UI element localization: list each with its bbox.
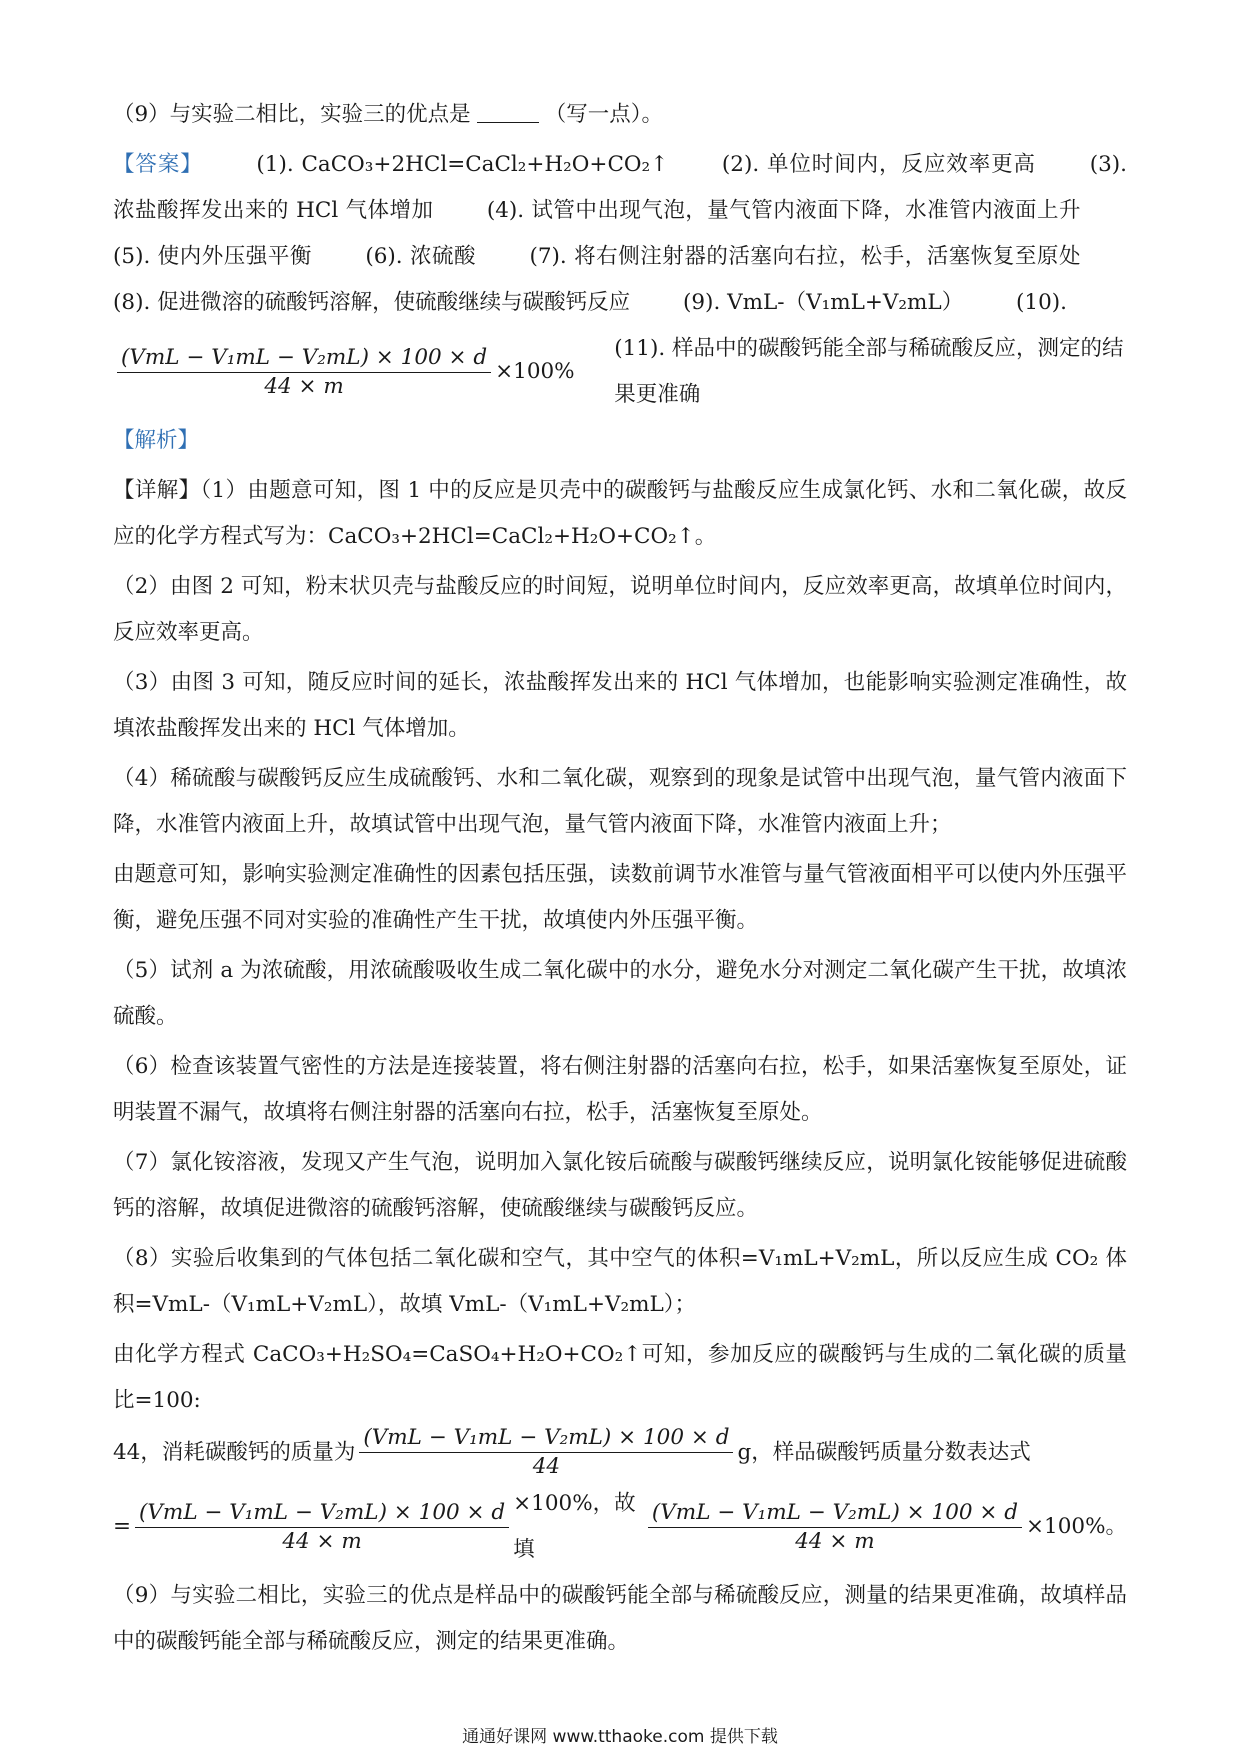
answer-item-1: (1). CaCO₃+2HCl=CaCl₂+H₂O+CO₂↑ [256, 152, 669, 177]
fraction-2-denominator: 44 × m [795, 1528, 875, 1554]
answer-section [113, 142, 1127, 326]
mass-denominator: 44 [532, 1454, 561, 1479]
detail-8: （8）实验后收集到的气体包括二氧化碳和空气，其中空气的体积=V₁mL+V₂mL，所以反应生成 CO₂ 体积=VmL-（V₁mL+V₂mL），故填 VmL-（V₁mL+V₂mL）； [113, 1246, 1127, 1317]
fraction-2-numerator: (VmL − V₁mL − V₂mL) × 100 × d [648, 1499, 1022, 1528]
answer-item-2: (2). 单位时间内，反应效率更高 [721, 152, 1036, 177]
answer-item-7: (7). 将右侧注射器的活塞向右拉，松手，活塞恢复至原处 [529, 244, 1081, 269]
detail-8c [113, 1424, 1127, 1481]
answer-formula [117, 344, 491, 401]
formula-denominator: 44 × m [264, 373, 344, 399]
page-footer: 通通好课网 www.tthaoke.com 提供下载 [462, 1727, 778, 1747]
detail-5: （5）试剂 a 为浓硫酸，用浓硫酸吸收生成二氧化碳中的水分，避免水分对测定二氧化碳产生干扰，故填浓硫酸。 [113, 958, 1127, 1029]
detail-8b: 由化学方程式 CaCO₃+H₂SO₄=CaSO₄+H₂O+CO₂↑可知，参加反应的碳酸钙与生成的二氧化碳的质量比=100: [113, 1342, 1127, 1413]
detail-9: （9）与实验二相比，实验三的优点是样品中的碳酸钙能全部与稀硫酸反应，测量的结果更准确，故填样品中的碳酸钙能全部与稀硫酸反应，测定的结果更准确。 [113, 1583, 1127, 1654]
equals-sign: = [113, 1514, 132, 1539]
fraction-1-numerator: (VmL − V₁mL − V₂mL) × 100 × d [135, 1499, 509, 1528]
answer-blank [477, 104, 539, 123]
answer-item-8: (8). 促进微溶的硫酸钙溶解，使硫酸继续与碳酸钙反应 [113, 290, 631, 315]
answer-item-4: (4). 试管中出现气泡，量气管内液面下降，水准管内液面上升 [486, 198, 1081, 223]
mass-numerator: (VmL − V₁mL − V₂mL) × 100 × d [359, 1424, 733, 1453]
answer-item-3: (3). 浓盐酸挥发出来的 HCl 气体增加 [113, 152, 1127, 223]
formula-tail: ×100% [495, 359, 575, 384]
detail-8d-tail: ×100%。 [1026, 1514, 1127, 1539]
detail-6: （6）检查该装置气密性的方法是连接装置，将右侧注射器的活塞向右拉，松手，如果活塞恢复至原处，证明装置不漏气，故填将右侧注射器的活塞向右拉，松手，活塞恢复至原处。 [113, 1054, 1127, 1125]
detail-3: （3）由图 3 可知，随反应时间的延长，浓盐酸挥发出来的 HCl 气体增加，也能影响实验测定准确性，故填浓盐酸挥发出来的 HCl 气体增加。 [113, 670, 1127, 741]
question-9-suffix: （写一点）。 [544, 102, 663, 127]
answer-formula-line [113, 326, 1127, 418]
analysis-label: 【解析】 [113, 428, 200, 453]
answer-item-10: (10). [1016, 290, 1068, 315]
detail-8c-post: g，样品碳酸钙质量分数表达式 [737, 1439, 1031, 1465]
detail-8d [113, 1481, 1127, 1573]
answer-item-6: (6). 浓硫酸 [365, 244, 477, 269]
detail-2: （2）由图 2 可知，粉末状贝壳与盐酸反应的时间短，说明单位时间内，反应效率更高，故填单位时间内，反应效率更高。 [113, 574, 1127, 645]
formula-numerator: (VmL − V₁mL − V₂mL) × 100 × d [117, 344, 491, 373]
detail-7: （7）氯化铵溶液，发现又产生气泡，说明加入氯化铵后硫酸与碳酸钙继续反应，说明氯化铵能够促进硫酸钙的溶解，故填促进微溶的硫酸钙溶解，使硫酸继续与碳酸钙反应。 [113, 1150, 1127, 1221]
detail-8d-mid: ×100%，故填 [513, 1491, 636, 1562]
fraction-expression-1 [135, 1499, 509, 1556]
fraction-expression-2 [648, 1499, 1022, 1556]
answer-item-11: (11). 样品中的碳酸钙能全部与稀硫酸反应，测定的结果更准确 [614, 336, 1124, 407]
question-9-prefix: （9）与实验二相比，实验三的优点是 [113, 102, 471, 127]
answer-label: 【答案】 [113, 152, 203, 177]
fraction-1-denominator: 44 × m [282, 1528, 362, 1554]
detail-1: 【详解】（1）由题意可知，图 1 中的反应是贝壳中的碳酸钙与盐酸反应生成氯化钙、水和二氧化碳，故反应的化学方程式写为：CaCO₃+2HCl=CaCl₂+H₂O+CO₂↑。 [113, 478, 1127, 549]
detail-4b: 由题意可知，影响实验测定准确性的因素包括压强，读数前调节水准管与量气管液面相平可以使内外压强平衡，避免压强不同对实验的准确性产生干扰，故填使内外压强平衡。 [113, 862, 1127, 933]
answer-item-9: (9). VmL-（V₁mL+V₂mL） [682, 290, 964, 315]
detail-4: （4）稀硫酸与碳酸钙反应生成硫酸钙、水和二氧化碳，观察到的现象是试管中出现气泡，量气管内液面下降，水准管内液面上升，故填试管中出现气泡，量气管内液面下降，水准管内液面上升； [113, 766, 1127, 837]
answer-item-5: (5). 使内外压强平衡 [113, 244, 312, 269]
document-page [113, 92, 1127, 1665]
question-9 [113, 92, 1127, 138]
mass-formula [359, 1424, 733, 1481]
detail-8c-text: 44，消耗碳酸钙的质量为 [113, 1439, 356, 1465]
